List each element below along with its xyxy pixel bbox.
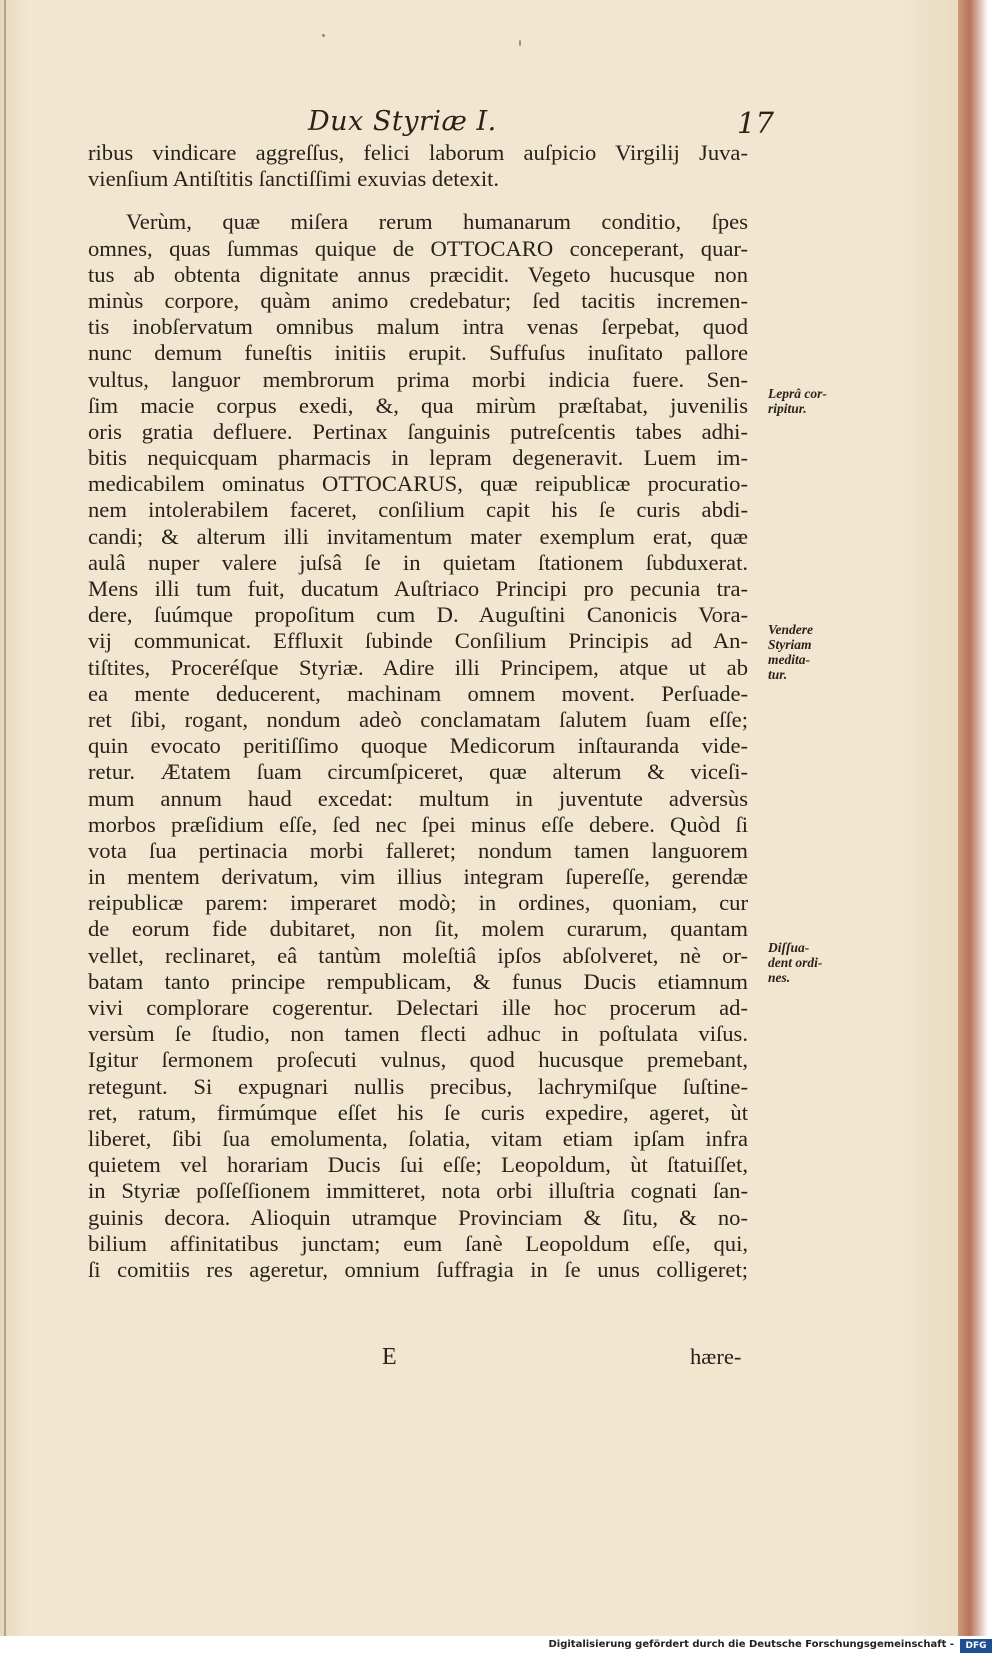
paper-speck — [519, 40, 521, 46]
text-line: reipublicæ parem: imperaret modò; in ordines, quoniam, cur — [88, 890, 748, 916]
text-line: ret, ratum, firmúmque eſſet his ſe curis expedire, ageret, ùt — [88, 1099, 748, 1125]
text-line: ribus vindicare aggreſſus, felici laborum auſpicio Virgilij Juva- — [88, 140, 748, 165]
text-line: batam tanto principe rempublicam, & funus Ducis etiamnum — [88, 968, 748, 994]
margin-note-line: ripitur. — [768, 401, 807, 416]
text-line: mum annum haud excedat: multum in juventute adversùs — [88, 785, 748, 811]
text-line: vij communicat. Effluxit ſubinde Conſilium Principis ad An- — [88, 628, 748, 654]
margin-note-line: medita- — [768, 652, 810, 667]
text-line: morbos præſidium eſſe, ſed nec ſpei minus eſſe debere. Quòd ſi — [88, 811, 748, 837]
text-line: de eorum fide dubitaret, non ſit, molem curarum, quantam — [88, 916, 748, 942]
margin-note-line: Leprâ cor- — [768, 386, 827, 401]
text-line: in Styriæ poſſeſſionem immitteret, nota orbi illuſtria cognati ſan- — [88, 1178, 748, 1204]
footer-bar — [0, 1636, 1000, 1658]
text-line: ſim macie corpus exedi, &, qua mirùm præſtabat, juvenilis — [88, 392, 748, 418]
text-line: oris gratia defluere. Pertinax ſanguinis putreſcentis tabes adhi- — [88, 418, 748, 444]
text-line: guinis decora. Alioquin utramque Provinciam & ſitu, & no- — [88, 1204, 748, 1230]
text-line: nem intolerabilem faceret, conſilium capit his ſe curis abdi- — [88, 497, 748, 523]
text-line: bitis nequicquam pharmacis in lepram degeneravit. Luem im- — [88, 445, 748, 471]
body-text — [88, 140, 748, 1283]
text-line: retur. Ætatem ſuam circumſpiceret, quæ alterum & viceſi- — [88, 759, 748, 785]
running-head-title: Dux Styriæ I. — [308, 106, 497, 137]
text-line: vienſium Antiſtitis ſanctiſſimi exuvias detexit. — [88, 166, 500, 192]
text-line: ret ſibi, rogant, nondum adeò conclamatam ſalutem ſuam eſſe; — [88, 706, 748, 732]
footer-credit: Digitalisierung gefördert durch die Deutsche Forschungsgemeinschaft - — [548, 1639, 954, 1650]
text-line: vellet, reclinaret, eâ tantùm moleſtiâ ipſos abſolveret, nè or- — [88, 942, 748, 968]
paper-speck — [322, 34, 325, 37]
gutter-shadow — [4, 0, 6, 1636]
text-line: in mentem derivatum, vim illius integram ſupereſſe, gerendæ — [88, 864, 748, 890]
text-line: retegunt. Si expugnari nullis precibus, lachrymiſque ſuſtine- — [88, 1073, 748, 1099]
margin-note-vendere — [768, 622, 838, 682]
text-line: candi; & alterum illi invitamentum mater exemplum erat, quæ — [88, 523, 748, 549]
text-line: ſi comitiis res ageretur, omnium ſuffragia in ſe unus colligeret; — [88, 1256, 748, 1282]
text-line: Mens illi tum fuit, ducatum Auſtriaco Principi pro pecunia tra- — [88, 576, 748, 601]
paragraph-gap — [88, 192, 748, 209]
text-line: Verùm, quæ miſera rerum humanarum conditio, ſpes — [126, 209, 748, 235]
margin-note-dissuadent — [768, 940, 838, 985]
text-line: quietem vel horariam Ducis ſui eſſe; Leopoldum, ùt ſtatuiſſet, — [88, 1152, 748, 1178]
text-line: bilium affinitatibus junctam; eum ſanè Leopoldum eſſe, qui, — [88, 1230, 748, 1256]
page-number: 17 — [737, 106, 774, 140]
margin-note-line: Vendere — [768, 622, 813, 637]
page-foot — [0, 1344, 958, 1374]
text-line: quin evocato peritiſſimo quoque Medicorum inſtauranda vide- — [88, 733, 748, 759]
text-line: tis inobſervatum omnibus malum intra venas ſerpebat, quod — [88, 314, 748, 340]
page-edge — [958, 0, 1000, 1636]
signature-mark: E — [382, 1344, 397, 1370]
text-line: aulâ nuper valere juſsâ ſe in quietam ſtationem ſubduxerat. — [88, 549, 748, 575]
text-line: tus ab obtenta dignitate annus præcidit. Vegeto hucusque non — [88, 261, 748, 287]
text-line: vivi complorare cogerentur. Delectari ille hoc procerum ad- — [88, 995, 748, 1020]
margin-note-line: tur. — [768, 667, 788, 682]
text-line: omnes, quas ſummas quique de OTTOCARO conceperant, quar- — [88, 235, 748, 261]
text-line: vultus, languor membrorum prima morbi indicia fuere. Sen- — [88, 366, 748, 392]
margin-note-line: dent ordi- — [768, 955, 823, 970]
catchword: hære- — [690, 1344, 742, 1369]
dfg-logo-icon: DFG — [960, 1639, 992, 1653]
text-line: dere, ſuúmque propoſitum cum D. Auguſtini Canonicis Vora- — [88, 602, 748, 628]
margin-note-lepra — [768, 386, 838, 416]
text-line: liberet, ſibi ſua emolumenta, ſolatia, vitam etiam ipſam infra — [88, 1125, 748, 1151]
text-line: tiſtites, Proceréſque Styriæ. Adire illi Principem, atque ut ab — [88, 654, 748, 680]
text-line: minùs corpore, quàm animo credebatur; ſed tacitis incremen- — [88, 287, 748, 313]
margin-note-line: nes. — [768, 970, 791, 985]
text-line: nunc demum funeſtis initiis erupit. Suffuſus inuſitato pallore — [88, 340, 748, 366]
text-line: medicabilem ominatus OTTOCARUS, quæ reipublicæ procuratio- — [88, 471, 748, 497]
margin-note-line: Styriam — [768, 637, 812, 652]
margin-note-line: Diſſua- — [768, 940, 810, 955]
text-line: Igitur ſermonem proſecuti vulnus, quod hucusque premebant, — [88, 1047, 748, 1073]
text-line: versùm ſe ſtudio, non tamen flecti adhuc in poſtulata viſus. — [88, 1021, 748, 1047]
text-line: vota ſua pertinacia morbi falleret; nondum tamen languorem — [88, 837, 748, 863]
text-line: ea mente deducerent, machinam omnem movent. Perſuade- — [88, 680, 748, 706]
